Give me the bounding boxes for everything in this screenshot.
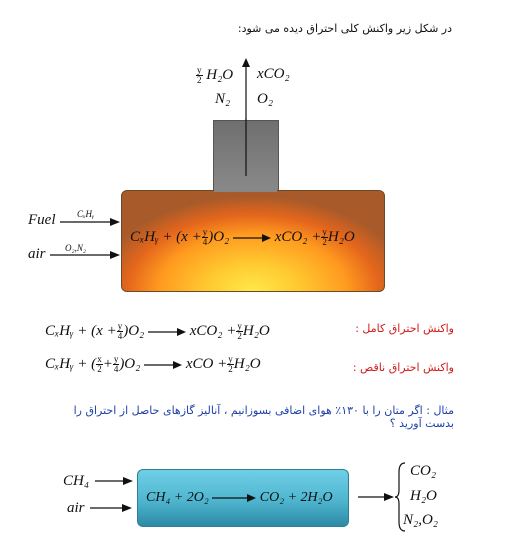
- complete-combustion-label: واکنش احتراق کامل :: [355, 322, 454, 335]
- intro-text: در شکل زیر واکنش کلی احتراق دیده می شود:: [237, 22, 452, 35]
- exhaust-h2o-frac: $\frac{y}{2}$: [197, 65, 202, 85]
- air-input: air: [67, 500, 85, 516]
- reaction-arrow-icon: [233, 233, 271, 243]
- fuel-arrow-icon: [60, 217, 120, 227]
- output-h2o: H₂O: [410, 488, 437, 504]
- air-arrow-icon: [50, 250, 120, 260]
- exhaust-h2o: $\frac{y}{2}$ H₂O: [197, 65, 234, 85]
- output-co2: CO₂: [410, 463, 437, 479]
- exhaust-o2: O₂: [257, 91, 274, 107]
- air-input-arrow-icon: [90, 503, 132, 513]
- complete-combustion-equation: CₓHᵧ + (x + $\frac{y}{4}$ )O₂ xCO₂ + $\frac{y}{2}$ H₂O: [45, 321, 270, 341]
- methane-arrow-icon: [95, 476, 133, 486]
- furnace-equation: CₓHᵧ + (x + $\frac{y}{4}$ )O₂ xCO₂ + $\frac{y}{2}$ H₂O: [130, 227, 355, 247]
- exhaust-co2: xCO₂: [257, 66, 290, 82]
- stack-arrow-line: [240, 118, 252, 178]
- incomplete-combustion-equation: CₓHᵧ + ( $\frac{x}{2}$ + $\frac{y}{4}$ )O₂ xCO + $\frac{y}{2}$ H₂O: [45, 354, 261, 374]
- output-n2-o2: N₂,O₂: [403, 512, 439, 528]
- furnace-joint: [214, 189, 277, 192]
- fuel-arrow-label: CₓHᵧ: [77, 209, 95, 219]
- reaction-arrow-icon: [144, 360, 182, 370]
- example-question: مثال : اگر متان را با ۱۳۰٪ هوای اضافی بسوزانیم ، آنالیز گازهای حاصل از احتراق را بدست آورید ؟: [73, 404, 454, 430]
- air-label: air: [28, 246, 46, 262]
- reaction-arrow-icon: [212, 493, 256, 503]
- methane-input: CH₄: [63, 473, 90, 489]
- exhaust-n2: N₂: [215, 91, 231, 107]
- reaction-arrow-icon: [148, 327, 186, 337]
- incomplete-combustion-label: واکنش احتراق ناقص :: [352, 361, 454, 374]
- output-arrow-icon: [358, 492, 394, 502]
- methane-equation: CH₄ + 2O₂ CO₂ + 2H₂O: [146, 490, 333, 505]
- air-arrow-label: O₂,N₂: [65, 243, 87, 253]
- fuel-label: Fuel: [28, 212, 56, 228]
